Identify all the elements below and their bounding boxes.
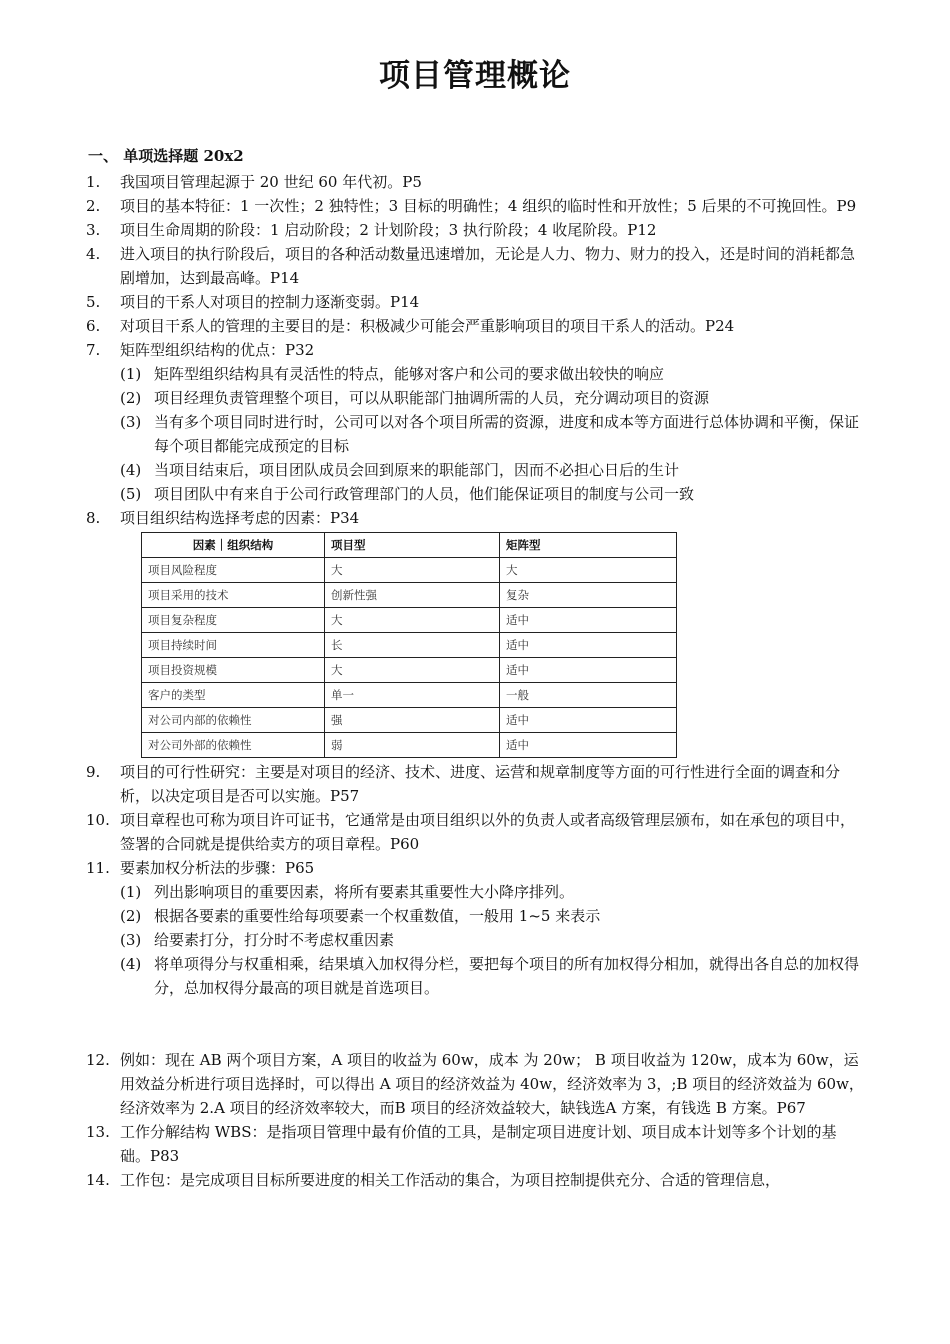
item-number: 6. [86,317,101,335]
table-row [142,558,677,583]
table-cell: 项目风险程度 [142,558,325,583]
sub-item-text: 项目经理负责管理整个项目，可以从职能部门抽调所需的人员，充分调动项目的资源 [154,389,710,407]
sub-item [0,928,950,952]
table-row [142,708,677,733]
item-number: 3. [86,221,101,239]
table-header-cell: 矩阵型 [500,533,677,558]
item-number: 7. [86,341,101,359]
sub-item [0,458,950,482]
table-row [142,583,677,608]
sub-item-number: (3) [120,931,142,949]
table-cell: 大 [325,608,500,633]
item-text: 项目组织结构选择考虑的因素：P34 [120,509,360,527]
table-cell: 项目采用的技术 [142,583,325,608]
table-cell: 创新性强 [325,583,500,608]
table-cell: 适中 [500,708,677,733]
item-number: 10. [86,811,110,829]
table-cell: 适中 [500,658,677,683]
sub-item-text: 列出影响项目的重要因素，将所有要素其重要性大小降序排列。 [154,883,575,901]
list-item [0,170,950,194]
item-text: 工作分解结构 WBS：是指项目管理中最有价值的工具，是制定项目进度计划、项目成本计划等多个计划的基础。P83 [120,1123,837,1165]
list-item [0,760,950,808]
item-text: 项目生命周期的阶段：1 启动阶段；2 计划阶段；3 执行阶段；4 收尾阶段。P12 [120,221,657,239]
table-row [142,658,677,683]
table-header-cell: 项目型 [325,533,500,558]
table-cell: 单一 [325,683,500,708]
list-item [0,338,950,362]
table-row [142,683,677,708]
list-item [0,218,950,242]
item-text: 要素加权分析法的步骤：P65 [120,859,315,877]
question-list [0,170,950,1192]
table-cell: 长 [325,633,500,658]
sub-item [0,904,950,928]
page-title: 项目管理概论 [379,58,571,94]
item-text: 项目的干系人对项目的控制力逐渐变弱。P14 [120,293,420,311]
table-cell: 适中 [500,733,677,758]
sub-item-number: (1) [120,365,142,383]
item-text: 矩阵型组织结构的优点：P32 [120,341,315,359]
sub-item-number: (5) [120,485,142,503]
item-number: 9. [86,763,101,781]
table-header-row [142,533,677,558]
item-number: 14. [86,1171,110,1189]
item-text: 例如：现在 AB 两个项目方案，A 项目的收益为 60w，成本 为 20w； B 项目收益为 120w，成本为 60w，运用效益分析进行项目选择时，可以得出 A 项目的经济效益为 40w，经济效率为 3，;B 项目的经济效益为 60w， 经济效率为 2.A 项目的经济效率较大，而B 项目的经济效益较大，缺钱选A 方案，有钱选 B 方案。P67 [120,1051,864,1117]
list-item [0,1120,950,1168]
table-row [142,733,677,758]
spacer [0,1000,950,1024]
item-text: 我国项目管理起源于 20 世纪 60 年代初。P5 [120,173,422,191]
table-cell: 弱 [325,733,500,758]
sub-item-text: 项目团队中有来自于公司行政管理部门的人员，他们能保证项目的制度与公司一致 [154,485,695,503]
sub-item-number: (2) [120,907,142,925]
table-cell: 适中 [500,633,677,658]
table-cell: 项目投资规模 [142,658,325,683]
item-number: 2. [86,197,101,215]
list-item [0,242,950,290]
sub-item-text: 矩阵型组织结构具有灵活性的特点，能够对客户和公司的要求做出较快的响应 [154,365,665,383]
sub-item-number: (3) [120,413,142,431]
sub-item-text: 给要素打分，打分时不考虑权重因素 [154,931,395,949]
item-text: 工作包：是完成项目目标所要进度的相关工作活动的集合，为项目控制提供充分、合适的管理信息， [120,1171,781,1189]
list-item [0,194,950,218]
sub-item-text: 根据各要素的重要性给每项要素一个权重数值，一般用 1~5 来表示 [154,907,601,925]
item-number: 5. [86,293,101,311]
sub-item-text: 当项目结束后，项目团队成员会回到原来的职能部门，因而不必担心日后的生计 [154,461,680,479]
sub-item-number: (4) [120,461,142,479]
table-cell: 大 [500,558,677,583]
table-cell: 适中 [500,608,677,633]
table-cell: 强 [325,708,500,733]
table-row [142,633,677,658]
item-number: 8. [86,509,101,527]
list-item [0,808,950,856]
table-cell: 大 [325,558,500,583]
item-number: 11. [86,859,110,877]
spacer [0,1024,950,1048]
table-header-cell: 因素｜组织结构 [142,533,325,558]
item-number: 4. [86,245,101,263]
item-number: 12. [86,1051,110,1069]
item-text: 项目的基本特征：1 一次性；2 独特性；3 目标的明确性；4 组织的临时性和开放性；5 后果的不可挽回性。P9 [120,197,857,215]
table-cell: 一般 [500,683,677,708]
org-structure-table [141,532,677,758]
item-text: 进入项目的执行阶段后，项目的各种活动数量迅速增加，无论是人力、物力、财力的投入，还是时间的消耗都急剧增加，达到最高峰。P14 [120,245,856,287]
table-row [142,608,677,633]
item-number: 1. [86,173,101,191]
section-heading: 一、 单项选择题 20x2 [88,147,244,165]
sub-item-number: (1) [120,883,142,901]
list-item [0,1048,950,1120]
sub-item [0,952,950,1000]
table-cell: 项目持续时间 [142,633,325,658]
table-cell: 大 [325,658,500,683]
table-cell: 对公司外部的依赖性 [142,733,325,758]
item-text: 项目章程也可称为项目许可证书，它通常是由项目组织以外的负责人或者高级管理层颁布，如在承包的项目中，签署的合同就是提供给卖方的项目章程。P60 [120,811,856,853]
list-item [0,290,950,314]
table-cell: 客户的类型 [142,683,325,708]
sub-item [0,362,950,386]
list-item [0,1168,950,1192]
list-item [0,506,950,530]
sub-item-text: 当有多个项目同时进行时，公司可以对各个项目所需的资源，进度和成本等方面进行总体协调和平衡，保证每个项目都能完成预定的目标 [154,413,860,455]
sub-item-number: (4) [120,955,142,973]
list-item [0,314,950,338]
item-number: 13. [86,1123,110,1141]
sub-item [0,386,950,410]
table-cell: 项目复杂程度 [142,608,325,633]
item-text: 对项目干系人的管理的主要目的是：积极减少可能会严重影响项目的项目干系人的活动。P24 [120,317,735,335]
sub-item [0,482,950,506]
table-cell: 对公司内部的依赖性 [142,708,325,733]
sub-item-number: (2) [120,389,142,407]
sub-item-text: 将单项得分与权重相乘，结果填入加权得分栏，要把每个项目的所有加权得分相加，就得出各自总的加权得分，总加权得分最高的项目就是首选项目。 [154,955,860,997]
sub-item [0,410,950,458]
sub-item [0,880,950,904]
table-cell: 复杂 [500,583,677,608]
item-text: 项目的可行性研究：主要是对项目的经济、技术、进度、运营和规章制度等方面的可行性进行全面的调查和分析，以决定项目是否可以实施。P57 [120,763,841,805]
list-item [0,856,950,880]
